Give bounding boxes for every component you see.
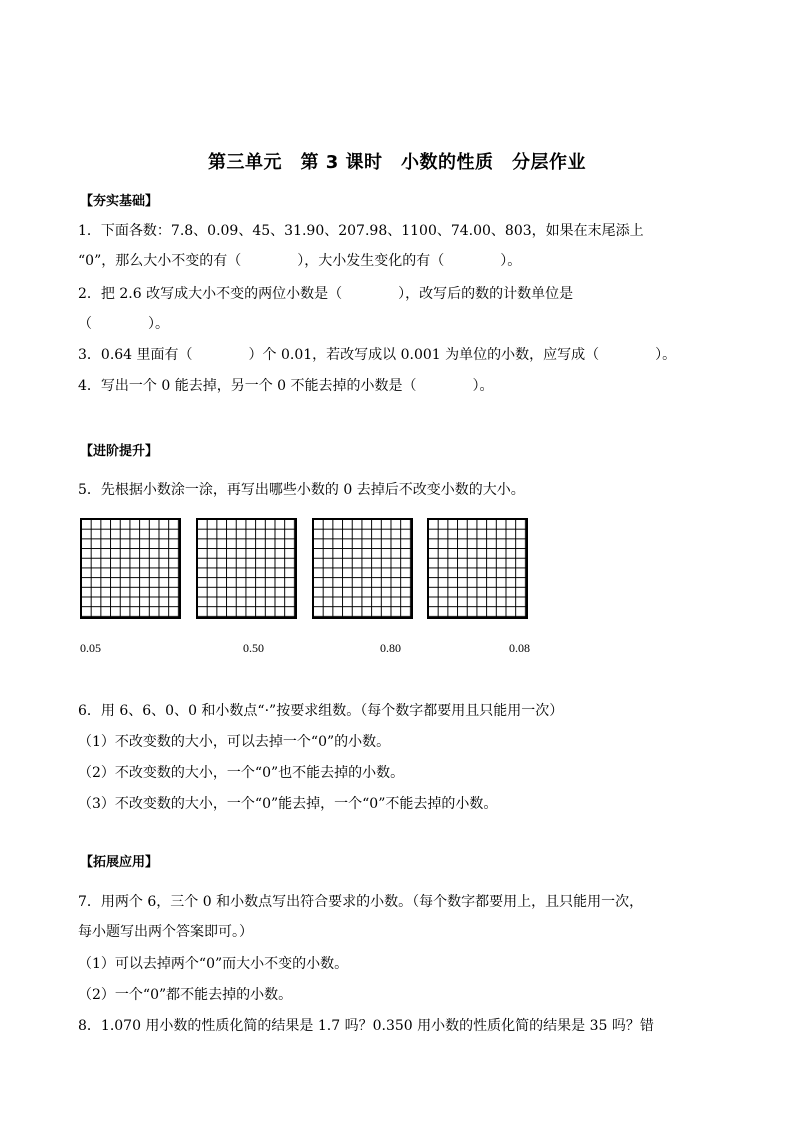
question-7-part-2: （2）一个“0”都不能去掉的小数。 bbox=[78, 987, 293, 1003]
question-1-line-1: 1．下面各数：7.8、0.09、45、31.90、207.98、1100、74.00、803，如果在末尾添上 bbox=[78, 223, 644, 239]
grid-label-4: 0.08 bbox=[509, 641, 530, 655]
question-7-part-1: （1）可以去掉两个“0”而大小不变的小数。 bbox=[78, 956, 349, 972]
grid-label-2: 0.50 bbox=[243, 641, 264, 655]
question-6-part-3: （3）不改变数的大小，一个“0”能去掉，一个“0”不能去掉的小数。 bbox=[78, 796, 498, 812]
question-6-part-1: （1）不改变数的大小，可以去掉一个“0”的小数。 bbox=[78, 734, 391, 750]
question-7-line-1: 7．用两个 6，三个 0 和小数点写出符合要求的小数。（每个数字都要用上，且只能用一次， bbox=[78, 894, 644, 910]
question-7-line-2: 每小题写出两个答案即可。） bbox=[78, 924, 253, 940]
hundred-grid-3[interactable] bbox=[312, 518, 413, 619]
grid-label-1: 0.05 bbox=[80, 641, 101, 655]
question-6: 6．用 6、6、0、0 和小数点“·”按要求组数。（每个数字都要用且只能用一次） bbox=[78, 703, 564, 719]
grid-cells[interactable] bbox=[196, 518, 297, 619]
question-3: 3．0.64 里面有（ ）个 0.01，若改写成以 0.001 为单位的小数，应写成（ ）。 bbox=[78, 347, 677, 363]
grid-cells[interactable] bbox=[427, 518, 528, 619]
grid-cells[interactable] bbox=[80, 518, 181, 619]
question-5: 5．先根据小数涂一涂，再写出哪些小数的 0 去掉后不改变小数的大小。 bbox=[78, 482, 525, 498]
question-8: 8．1.070 用小数的性质化简的结果是 1.7 吗？0.350 用小数的性质化简的结果是 35 吗？错 bbox=[78, 1018, 654, 1034]
grid-cells[interactable] bbox=[312, 518, 413, 619]
section-advanced: 【进阶提升】 bbox=[80, 444, 159, 459]
question-1-line-2: “0”，那么大小不变的有（ ），大小发生变化的有（ ）。 bbox=[78, 253, 522, 269]
hundred-grid-4[interactable] bbox=[427, 518, 528, 619]
question-2-line-1: 2．把 2.6 改写成大小不变的两位小数是（ ），改写后的数的计数单位是 bbox=[78, 286, 574, 302]
section-basic: 【夯实基础】 bbox=[80, 194, 159, 209]
question-6-part-2: （2）不改变数的大小，一个“0”也不能去掉的小数。 bbox=[78, 765, 405, 781]
question-2-line-2: （ ）。 bbox=[78, 316, 169, 332]
hundred-grid-1[interactable] bbox=[80, 518, 181, 619]
grid-label-3: 0.80 bbox=[380, 641, 401, 655]
question-4: 4．写出一个 0 能去掉，另一个 0 不能去掉的小数是（ ）。 bbox=[78, 378, 494, 394]
page-title: 第三单元 第 3 课时 小数的性质 分层作业 bbox=[207, 152, 587, 173]
section-extension: 【拓展应用】 bbox=[80, 855, 159, 870]
hundred-grid-2[interactable] bbox=[196, 518, 297, 619]
